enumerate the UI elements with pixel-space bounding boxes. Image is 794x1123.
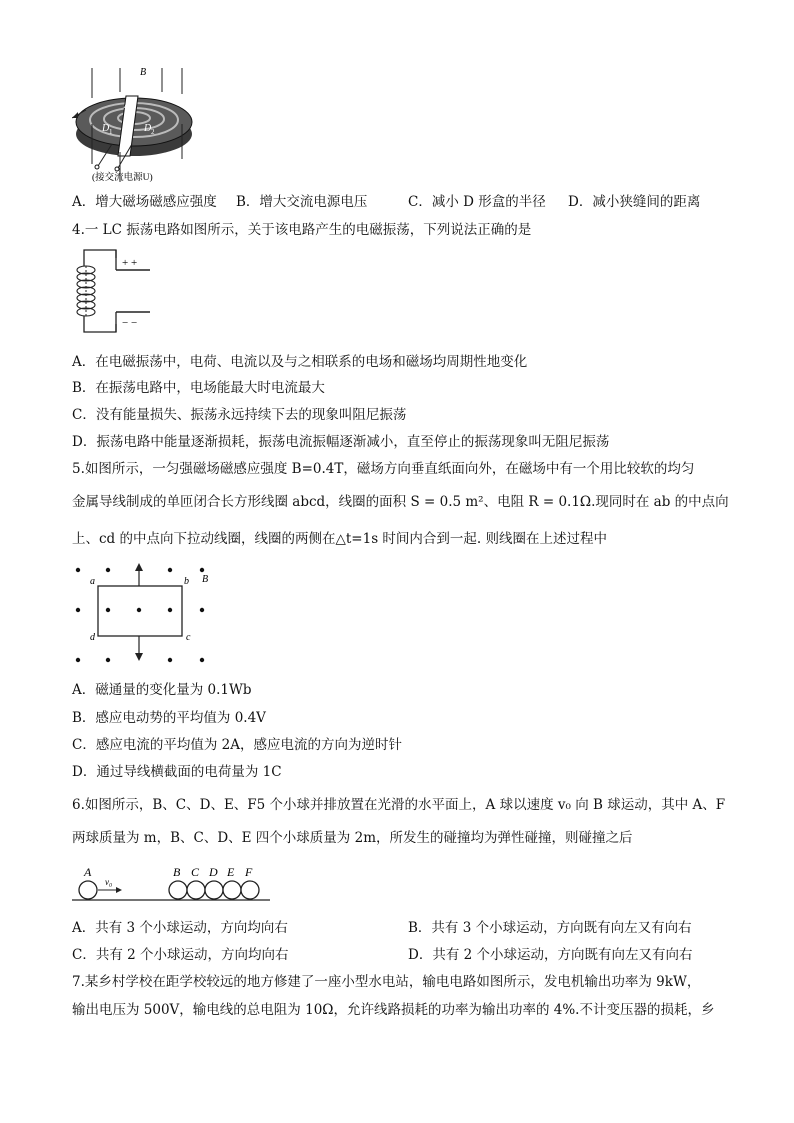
q4-option-c: C．没有能量损失、振荡永远持续下去的现象叫阻尼振荡 [72, 407, 407, 423]
particle-label-a: A [124, 100, 131, 111]
balls-figure [72, 854, 272, 906]
inductor-coil [77, 266, 95, 316]
ball-f-label: F [245, 865, 253, 879]
ball-d [205, 881, 223, 899]
q6-stem-line1: 6.如图所示，B、C、D、E、F5 个小球并排放置在光滑的水平面上，A 球以速度 v₀ 向 B 球运动，其中 A、F [72, 797, 726, 813]
ball-d-label: D [209, 865, 218, 879]
q5-option-d: D．通过导线横截面的电荷量为 1C [72, 764, 282, 780]
corner-label-d: d [90, 632, 95, 643]
ball-e [223, 881, 241, 899]
corner-label-b: b [184, 576, 189, 587]
q6-stem-line2: 两球质量为 m，B、C、D、E 四个小球质量为 2m，所发生的碰撞均为弹性碰撞，则碰撞之后 [72, 830, 633, 846]
rectangular-coil-figure [72, 560, 222, 670]
ball-b [169, 881, 187, 899]
q5-stem-line2: 金属导线制成的单匝闭合长方形线圈 abcd，线圈的面积 S = 0.5 m²、电阻 R = 0.1Ω.现同时在 ab 的中点向 [72, 494, 729, 510]
q4-option-d: D．振荡电路中能量逐渐损耗，振荡电流振幅逐渐减小，直至停止的振荡现象叫无阻尼振荡 [72, 434, 610, 450]
ball-b-label: B [173, 865, 181, 879]
ball-a [79, 881, 97, 899]
q4-stem: 4.一 LC 振荡电路如图所示，关于该电路产生的电磁振荡，下列说法正确的是 [72, 222, 532, 238]
ball-e-label: E [227, 865, 235, 879]
ball-c-label: C [191, 865, 200, 879]
q6-option-a: A．共有 3 个小球运动，方向均向右 [72, 920, 288, 936]
q4-option-b: B．在振荡电路中，电场能最大时电流最大 [72, 380, 325, 396]
capacitor-plus-signs: + + [122, 257, 138, 269]
d2-subscript: 2 [151, 128, 155, 136]
q7-stem-line2: 输出电压为 500V，输电线的总电阻为 10Ω，允许线路损耗的功率为输出功率的 4%.不计变压器的损耗，乡 [72, 1002, 715, 1018]
d1-label: D [102, 123, 110, 134]
q7-stem-line1: 7.某乡村学校在距学校较远的地方修建了一座小型水电站，输电电路如图所示，发电机输出功率为 9kW， [72, 974, 701, 990]
capacitor-minus-signs: − − [122, 317, 138, 329]
q6-option-d: D．共有 2 个小球运动，方向既有向左又有向右 [408, 947, 693, 963]
field-label-b: B [202, 574, 209, 585]
cyclotron-figure [72, 64, 202, 184]
ball-a-label: A [84, 865, 92, 879]
q5-option-b: B．感应电动势的平均值为 0.4V [72, 710, 266, 726]
lc-circuit-figure [72, 244, 162, 338]
q3-option-d: D．减小狭缝间的距离 [568, 194, 701, 210]
q3-option-b: B．增大交流电源电压 [236, 194, 368, 210]
q5-option-a: A．磁通量的变化量为 0.1Wb [72, 682, 252, 698]
velocity-label: v₀ [105, 877, 113, 887]
q5-option-c: C．感应电流的平均值为 2A，感应电流的方向为逆时针 [72, 737, 402, 753]
q5-stem-line1: 5.如图所示，一匀强磁场磁感应强度 B=0.4T，磁场方向垂直纸面向外，在磁场中有一个用比较软的均匀 [72, 461, 695, 477]
q4-option-a: A．在电磁振荡中，电荷、电流以及与之相联系的电场和磁场均周期性地变化 [72, 354, 528, 370]
q6-option-b: B．共有 3 个小球运动，方向既有向左又有向右 [408, 920, 692, 936]
d2-label: D [144, 123, 152, 134]
d1-subscript: 1 [109, 128, 113, 136]
ball-c [187, 881, 205, 899]
corner-label-a: a [90, 576, 95, 587]
q6-option-c: C．共有 2 个小球运动，方向均向右 [72, 947, 289, 963]
q3-option-a: A．增大磁场磁感应强度 [72, 194, 217, 210]
corner-label-c: c [186, 632, 191, 643]
ball-f [241, 881, 259, 899]
power-caption: (接交流电源U) [92, 173, 153, 183]
field-label-b: B [140, 67, 147, 78]
q3-option-c: C．减小 D 形盒的半径 [408, 194, 546, 210]
q5-stem-line3: 上、cd 的中点向下拉动线圈，线圈的两侧在△t=1s 时间内合到一起. 则线圈在上述过程中 [72, 531, 608, 547]
